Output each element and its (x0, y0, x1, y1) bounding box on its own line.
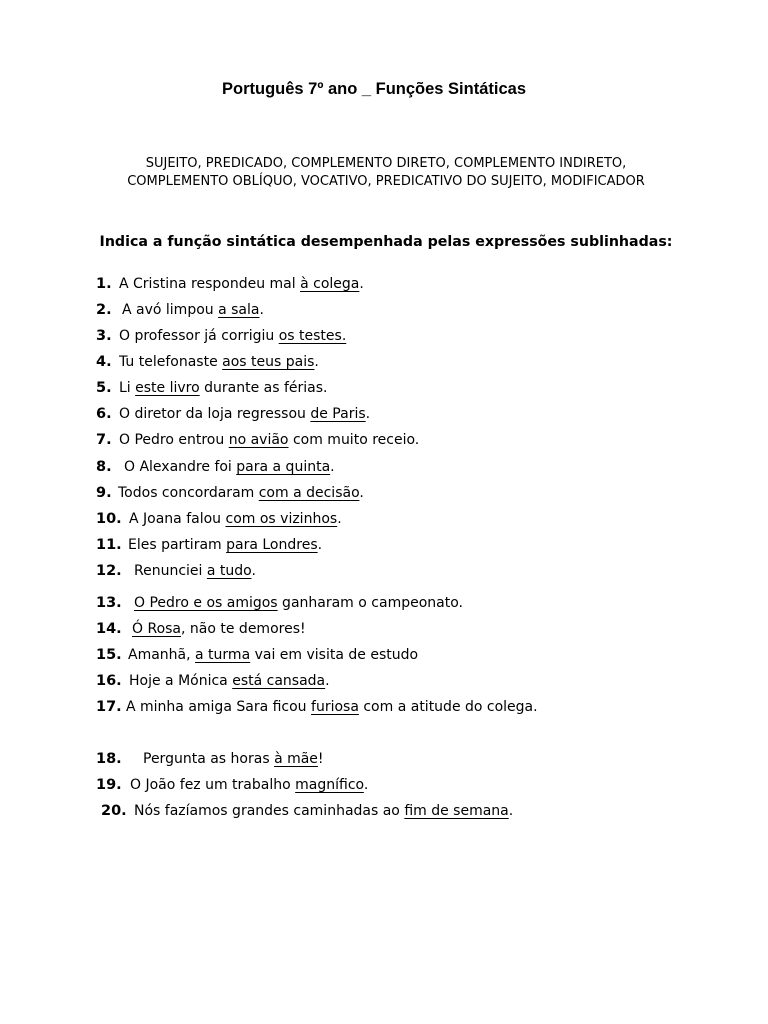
underlined-expression: no avião (228, 432, 289, 448)
sentence-text: Todos concordaram (118, 485, 259, 501)
underlined-expression: com os vizinhos (225, 511, 338, 527)
underlined-expression: está cansada (232, 673, 326, 689)
sentence-text: . (251, 563, 256, 579)
item-number: 5. (96, 380, 112, 396)
sentence-text: A minha amiga Sara ficou (126, 699, 312, 715)
item-number: 10. (96, 511, 122, 527)
item-number: 11. (96, 537, 122, 553)
sentence-text: ganharam o campeonato. (277, 595, 463, 611)
sentence-text: vai em visita de estudo (250, 647, 419, 663)
item-sentence (143, 750, 324, 768)
item-number: 13. (96, 595, 122, 611)
item-number: 19. (96, 777, 122, 793)
sentence-text: . (314, 354, 319, 370)
sentence-text: O Pedro entrou (119, 432, 229, 448)
sentence-text: ! (317, 751, 324, 767)
item-number: 20. (101, 803, 127, 819)
sentence-text: . (330, 459, 335, 475)
underlined-expression: furiosa (311, 699, 359, 715)
terms-line-1: SUJEITO, PREDICADO, COMPLEMENTO DIRETO, COMPLEMENTO INDIRETO, (145, 156, 627, 171)
sentence-text: O professor já corrigiu (119, 328, 279, 344)
item-number: 9. (96, 485, 112, 501)
underlined-expression: magnífico (295, 777, 364, 793)
item-sentence (134, 594, 463, 612)
item-number: 1. (96, 276, 112, 292)
terms-line-2: COMPLEMENTO OBLÍQUO, VOCATIVO, PREDICATIVO DO SUJEITO, MODIFICADOR (127, 173, 645, 189)
item-sentence (129, 672, 330, 690)
sentence-text: Li (119, 380, 136, 396)
sentence-text: A avó limpou (122, 302, 219, 318)
underlined-expression: a tudo (206, 563, 252, 579)
sentence-text: Nós fazíamos grandes caminhadas ao (134, 803, 405, 819)
sentence-text: O Alexandre foi (124, 459, 237, 475)
underlined-expression: de Paris (310, 406, 366, 422)
underlined-expression: fim de semana (404, 803, 509, 819)
sentence-text: . (325, 673, 330, 689)
item-sentence (129, 510, 342, 528)
item-sentence (134, 802, 513, 820)
item-sentence (119, 405, 370, 423)
underlined-expression: a turma (195, 647, 251, 663)
sentence-text: A Cristina respondeu mal (119, 276, 301, 292)
sentence-text: A Joana falou (129, 511, 226, 527)
sentence-text: . (317, 537, 323, 553)
instruction: Indica a função sintática desempenhada pelas expressões sublinhadas: (99, 234, 673, 250)
underlined-expression: a sala (218, 302, 260, 318)
item-sentence (119, 379, 328, 397)
sentence-text: . (337, 511, 342, 527)
sentence-text: Renunciei (134, 563, 207, 579)
item-number: 6. (96, 406, 112, 422)
item-sentence (118, 484, 364, 502)
item-sentence (124, 458, 335, 476)
sentence-text: Pergunta as horas (143, 751, 275, 767)
sentence-text: . (363, 777, 369, 793)
item-number: 12. (96, 563, 122, 579)
sentence-text: , não te demores! (181, 621, 306, 637)
item-sentence (119, 431, 419, 449)
sentence-text: com muito receio. (288, 432, 420, 448)
item-sentence (119, 275, 364, 293)
sentence-text: . (365, 406, 371, 422)
item-number: 18. (96, 751, 122, 767)
item-number: 3. (96, 328, 112, 344)
item-number: 14. (96, 621, 122, 637)
underlined-expression: com a decisão (258, 485, 360, 501)
sentence-text: durante as férias. (199, 380, 328, 396)
sentence-text: Eles partiram (128, 537, 227, 553)
item-number: 16. (96, 673, 122, 689)
underlined-expression: os testes. (278, 328, 347, 344)
syntactic-functions-list (0, 155, 768, 190)
sentence-text: O João fez um trabalho (130, 777, 296, 793)
item-sentence (128, 536, 322, 554)
sentence-text: com a atitude do colega. (358, 699, 538, 715)
sentence-text: Amanhã, (128, 647, 196, 663)
item-number: 17. (96, 699, 122, 715)
item-sentence (134, 562, 256, 580)
item-sentence (132, 620, 306, 638)
item-sentence (119, 353, 319, 371)
sentence-text: . (259, 302, 264, 318)
item-number: 15. (96, 647, 122, 663)
sentence-text: . (359, 485, 364, 501)
item-number: 7. (96, 432, 112, 448)
item-sentence (122, 301, 264, 319)
underlined-expression: aos teus pais (222, 354, 315, 370)
sentence-text: Tu telefonaste (119, 354, 223, 370)
item-number: 2. (96, 302, 112, 318)
underlined-expression: para Londres (226, 537, 318, 553)
item-number: 4. (96, 354, 112, 370)
sentence-text: O diretor da loja regressou (119, 406, 311, 422)
sentence-text: . (359, 276, 364, 292)
underlined-expression: à colega (300, 276, 360, 292)
underlined-expression: O Pedro e os amigos (134, 595, 278, 611)
item-sentence (126, 698, 538, 716)
sentence-text: . (508, 803, 514, 819)
item-number: 8. (96, 459, 112, 475)
sentence-text: Hoje a Mónica (129, 673, 233, 689)
page-title: Português 7º ano _ Funções Sintáticas (221, 80, 527, 98)
underlined-expression: Ó Rosa (132, 621, 182, 637)
item-sentence (119, 327, 346, 345)
underlined-expression: para a quinta (236, 459, 331, 475)
underlined-expression: à mãe (274, 751, 318, 767)
underlined-expression: este livro (135, 380, 200, 396)
item-sentence (128, 646, 418, 664)
item-sentence (130, 776, 368, 794)
